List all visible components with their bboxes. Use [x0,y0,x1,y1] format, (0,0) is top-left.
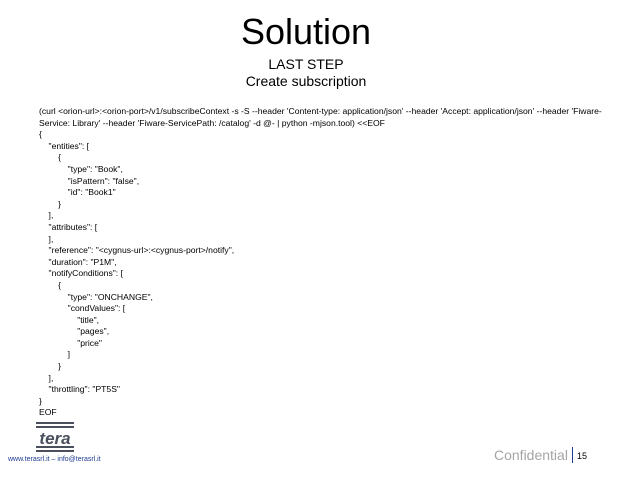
code-line: "entities": [ [39,140,90,151]
code-line: } [39,361,61,372]
page-number-divider [572,447,573,463]
code-command: (curl <orion-url>:<orion-port>/v1/subscribeContext -s -S --header 'Content-type: application/json' --header 'Accept: application/json' --header 'Fiware-Service: Library' --header 'Fiware-ServicePath: /catalog' -d @- | python -mjson.tool) <<EOF [39,106,602,128]
tera-logo [30,420,80,456]
slide-subtitle-description: Create subscription [245,73,367,89]
footer-contact-link[interactable]: www.terasrl.it – info@terasrl.it [8,456,101,463]
code-line: "pages", [39,326,110,337]
code-line: { [39,279,61,290]
code-line: "price" [39,337,102,348]
code-line: "throttling": "PT5S" [39,384,120,395]
code-block [39,106,609,419]
code-line: ], [39,233,54,244]
page-number: 15 [577,451,588,461]
code-line: EOF [39,407,57,418]
code-line: } [39,198,61,209]
code-line: "id": "Book1" [39,187,116,198]
code-line: ] [39,349,71,360]
code-line: { [39,152,61,163]
code-line: "notifyConditions": [ [39,268,123,279]
code-line: { [39,129,42,140]
code-line: "isPattern": "false", [39,175,140,186]
code-line: "condValues": [ [39,303,126,314]
code-line: ], [39,210,54,221]
code-line: "reference": "<cygnus-url>:<cygnus-port>/notify", [39,245,235,256]
slide-subtitle-step: LAST STEP [268,56,344,72]
code-line: "type": "ONCHANGE", [39,291,153,302]
code-line: "title", [39,314,100,325]
code-line: "duration": "P1M", [39,256,117,267]
code-line: } [39,395,42,406]
code-line: ], [39,372,54,383]
svg-text:tera: tera [39,429,71,448]
code-line: "attributes": [ [39,221,98,232]
confidential-label: Confidential [494,447,568,463]
code-line: "type": "Book", [39,163,123,174]
slide-title: Solution [240,11,372,52]
